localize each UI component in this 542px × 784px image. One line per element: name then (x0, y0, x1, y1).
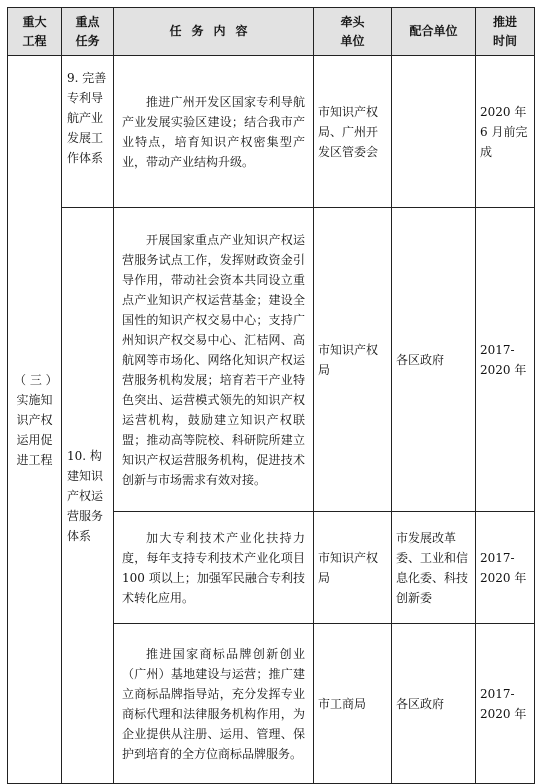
header-partner: 配合单位 (392, 8, 476, 56)
content-cell: 推进广州开发区国家专利导航产业发展实验区建设；结合我市产业特点，培育知识产权密集型产业，带动产业结构升级。 (114, 56, 314, 208)
project-name-cell: （ 三 ） 实施知 识产权 运用促 进工程 (8, 56, 62, 784)
header-time: 推进 时间 (476, 8, 535, 56)
partner-unit-cell: 各区政府 (392, 624, 476, 784)
time-cell: 2017-2020 年 (476, 624, 535, 784)
key-task-cell: 9. 完善 专利导 航产业 发展工 作体系 (62, 56, 114, 208)
content-cell: 开展国家重点产业知识产权运营服务试点工作，发挥财政资金引导作用，带动社会资本共同设立重点产业知识产权运营基金；建设全国性的知识产权交易中心；支持广州知识产权交易中心、汇桔网、高航网等市场化、网络化知识产权运营服务机构发展；培育若干产业特色突出、运营模式领先的知识产权运营机构，鼓励建立知识产权联盟；推动高等院校、科研院所建立知识产权运营服务机构，促进技术创新与市场需求有效对接。 (114, 208, 314, 512)
time-cell: 2020 年 6 月前完成 (476, 56, 535, 208)
partner-unit-cell: 市发展改革委、工业和信息化委、科技创新委 (392, 512, 476, 624)
header-project: 重大 工程 (8, 8, 62, 56)
partner-unit-cell: 各区政府 (392, 208, 476, 512)
lead-unit-cell: 市知识产权局 (314, 208, 392, 512)
lead-unit-cell: 市工商局 (314, 624, 392, 784)
content-cell: 加大专利技术产业化扶持力度，每年支持专利技术产业化项目 100 项以上；加强军民融合专利技术转化应用。 (114, 512, 314, 624)
lead-unit-cell: 市知识产权局、广州开发区管委会 (314, 56, 392, 208)
task-table (7, 7, 535, 784)
header-lead: 牵头 单位 (314, 8, 392, 56)
header-key-task: 重点 任务 (62, 8, 114, 56)
header-row (8, 8, 535, 56)
time-cell: 2017-2020 年 (476, 512, 535, 624)
table-row (8, 56, 535, 208)
key-task-cell: 10. 构 建知识 产权运 营服务 体系 (62, 208, 114, 784)
header-content: 任务内容 (114, 8, 314, 56)
partner-unit-cell (392, 56, 476, 208)
time-cell: 2017-2020 年 (476, 208, 535, 512)
lead-unit-cell: 市知识产权局 (314, 512, 392, 624)
content-cell: 推进国家商标品牌创新创业（广州）基地建设与运营；推广建立商标品牌指导站，充分发挥专业商标代理和法律服务机构作用，为企业提供从注册、运用、管理、保护到培育的全方位商标品牌服务。 (114, 624, 314, 784)
table-row (8, 208, 535, 512)
